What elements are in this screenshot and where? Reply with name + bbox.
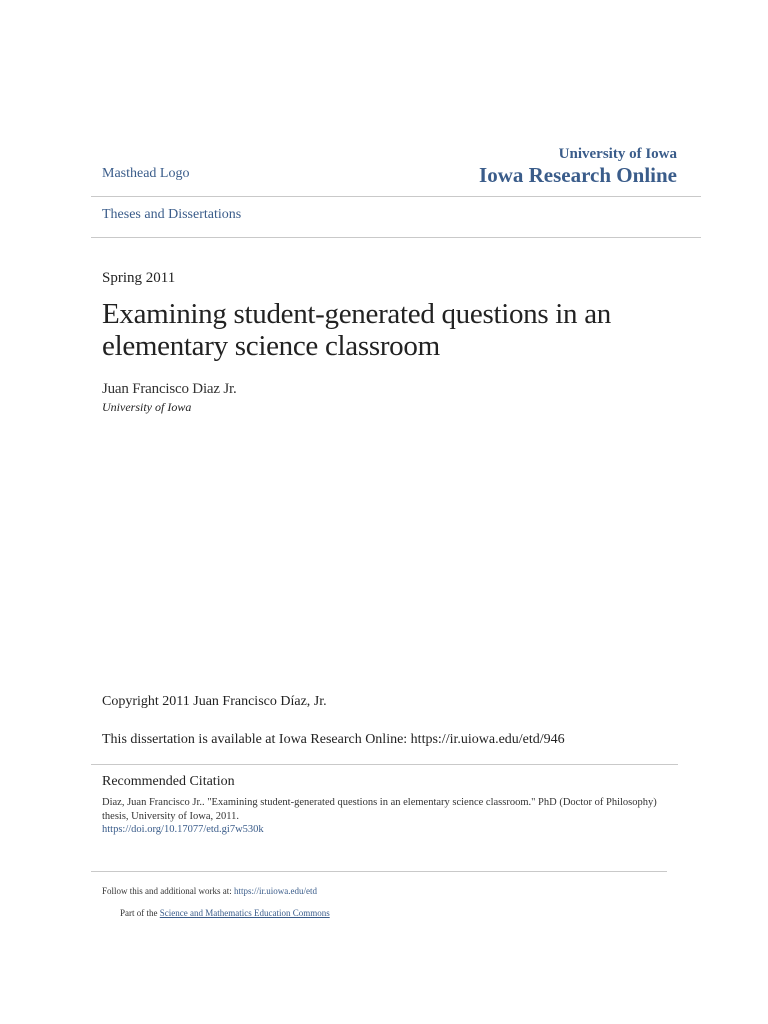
availability-statement: This dissertation is available at Iowa Research Online: https://ir.uiowa.edu/etd/946 [102,732,565,747]
citation-heading: Recommended Citation [102,774,235,789]
publication-date: Spring 2011 [102,270,176,286]
part-of-prefix: Part of the [120,908,160,918]
footer-divider [91,871,667,872]
follow-link[interactable]: https://ir.uiowa.edu/etd [234,886,317,896]
masthead-logo-link[interactable]: Masthead Logo [102,166,190,181]
university-name: University of Iowa [558,146,677,162]
repository-branding[interactable] [479,145,677,187]
citation-text: Diaz, Juan Francisco Jr.. "Examining student-generated questions in an elementary science classroom." PhD (Doctor of Philosophy) thesis, University of Iowa, 2011. [102,797,657,822]
citation-divider [91,764,678,765]
follow-line [102,886,317,896]
part-of-line [120,908,330,918]
header-divider [91,196,701,197]
repository-name: Iowa Research Online [479,163,677,187]
author-affiliation: University of Iowa [102,400,192,414]
doi-link[interactable]: https://doi.org/10.17077/etd.gi7w530k [102,824,264,835]
collection-link[interactable]: Theses and Dissertations [102,207,242,222]
commons-link[interactable]: Science and Mathematics Education Commons [159,908,330,918]
document-title: Examining student-generated questions in an elementary science classroom [102,298,611,362]
author-name: Juan Francisco Diaz Jr. [102,381,237,397]
follow-prefix: Follow this and additional works at: [102,886,234,896]
copyright-statement: Copyright 2011 Juan Francisco Díaz, Jr. [102,694,327,709]
collection-divider [91,237,701,238]
